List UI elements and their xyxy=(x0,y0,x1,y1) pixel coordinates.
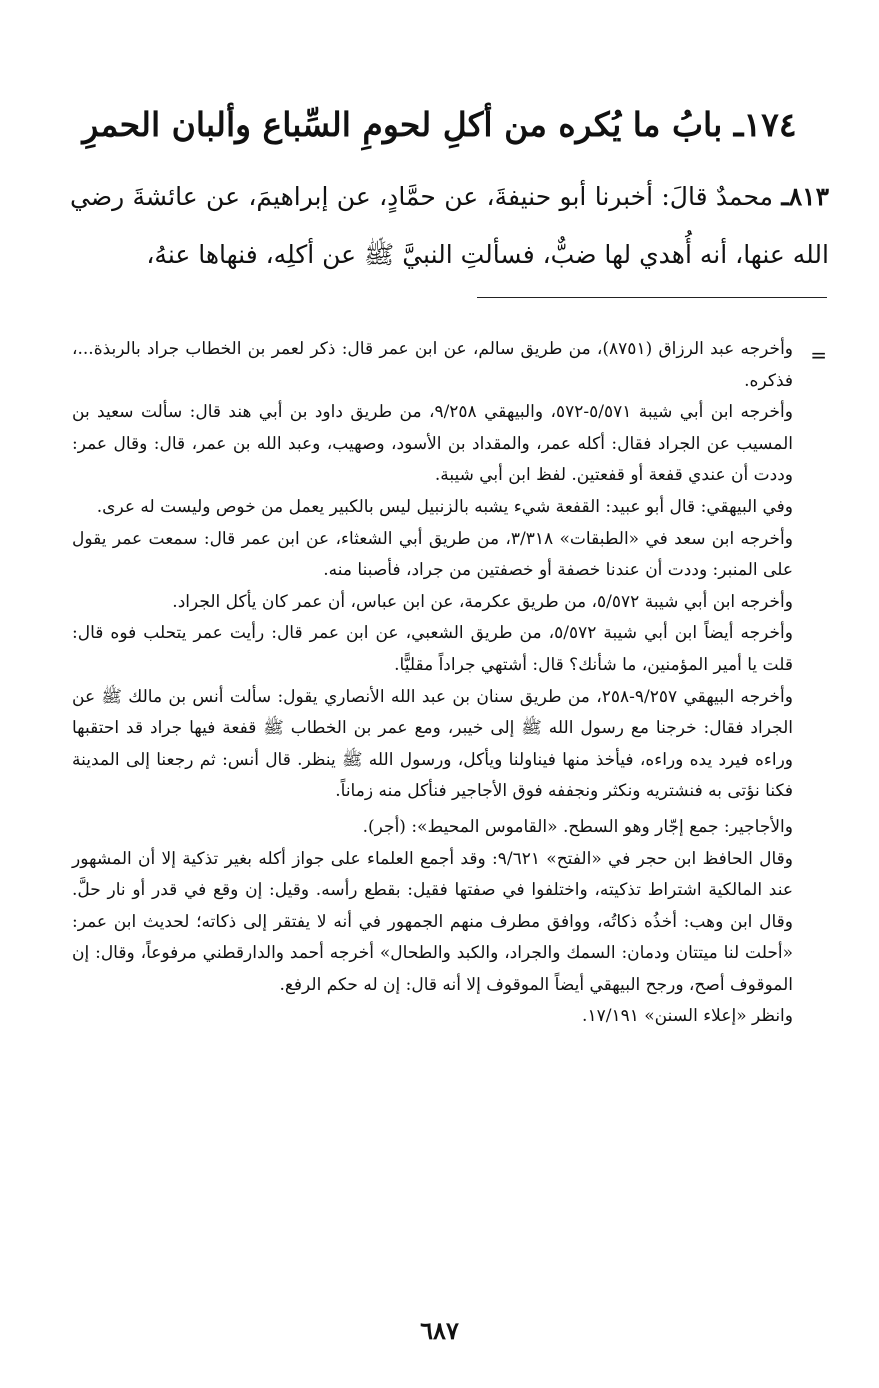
footnote-paragraph: وانظر «إعلاء السنن» ١٧/١٩١. xyxy=(582,1006,793,1027)
footnote-paragraph: وأخرجه ابن أبي شيبة ٥/٥٧٢، من طريق عكرمة، عن ابن عباس، أن عمر كان يأكل الجراد. xyxy=(172,591,793,612)
footnote-paragraph: وأخرجه ابن سعد في «الطبقات» ٣/٣١٨، من طريق أبي الشعثاء، عن ابن عمر قال: سمعت عمر يقول على المنبر: وددت أن عندنا خصفة أو خصفتين من جراد، فأصبنا منه. xyxy=(72,528,793,581)
chapter-title: ١٧٤ـ بابُ ما يُكره من أكلِ لحومِ السِّباع وألبان الحمرِ xyxy=(82,105,797,144)
footnote-paragraph: وفي البيهقي: قال أبو عبيد: القفعة شيء يشبه بالزنبيل ليس بالكبير يعمل من خوص وليست له عرى. xyxy=(96,496,793,517)
footnote-paragraph: والأجاجير: جمع إجّار وهو السطح. «القاموس المحيط»: (أجر). xyxy=(362,816,793,837)
hadith-text: محمدٌ قالَ: أخبرنا أبو حنيفةَ، عن حمَّادٍ، عن إبراهيمَ، عن عائشةَ رضي الله عنها، أنه أُهدي لها ضبٌّ، فسألتِ النبيَّ ﷺ عن أكلِه، فنهاها عنهُ، xyxy=(70,182,829,269)
footnote-separator xyxy=(477,297,827,298)
footnotes xyxy=(72,334,793,1033)
footnote-paragraph: وقال الحافظ ابن حجر في «الفتح» ٩/٦٢١: وقد أجمع العلماء على جواز أكله بغير تذكية إلا أن المشهور عند المالكية اشتراط تذكيته، واختلفوا في صفتها فقيل: بقطع رأسه. وقيل: إن وقع في قدر أو نار حلَّ. وقال ابن وهب: أخذُه ذكاتُه، ووافق مطرف منهم الجمهور في أنه لا يفتقر إلى ذكاته؛ لحديث ابن عمر: «أحلت لنا ميتتان ودمان: السمك والجراد، والكبد والطحال» أخرجه أحمد والدارقطني مرفوعاً، وقال: إن الموقوف أصح، ورجح البيهقي أيضاً الموقوف إلا أنه قال: إن له حكم الرفع. xyxy=(72,848,793,995)
footnote-paragraph: وأخرجه ابن أبي شيبة ٥/٥٧١-٥٧٢، والبيهقي ٩/٢٥٨، من طريق داود بن أبي هند قال: سألت سعيد بن المسيب عن الجراد فقال: أكله عمر، والمقداد بن الأسود، وصهيب، وعبد الله بن عمر، قال: وقال عمر: وددت أن عندي قفعة أو قفعتين. لفظ ابن أبي شيبة. xyxy=(72,402,793,486)
page-number: ٦٨٧ xyxy=(420,1316,459,1345)
footnote-paragraph: وأخرجه البيهقي ٩/٢٥٧-٢٥٨، من طريق سنان بن عبد الله الأنصاري يقول: سألت أنس بن مالك ﷺ عن الجراد فقال: خرجنا مع رسول الله ﷺ إلى خيبر، ومع عمر بن الخطاب ﷺ قفعة فيها جراد قد احتقبها وراءه فيرد يده وراءه، فيأخذ منها فيناولنا ويأكل، ورسول الله ﷺ ينظر. قال أنس: ثم رجعنا إلى المدينة فكنا نؤتى به فنشتريه ونكثر ونجففه فوق الأجاجير فنأكل منه زماناً. xyxy=(72,686,793,802)
footnote-paragraph: وأخرجه أيضاً ابن أبي شيبة ٥/٥٧٢، من طريق الشعبي، عن ابن عمر قال: رأيت عمر يتحلب فوه قال: قلت يا أمير المؤمنين، ما شأنك؟ قال: أشتهي جراداً مقليًّا. xyxy=(72,623,793,675)
footnote-paragraph: وأخرجه عبد الرزاق (٨٧٥١)، من طريق سالم، عن ابن عمر قال: ذكر لعمر بن الخطاب جراد بالربذة...، فذكره. xyxy=(72,339,793,391)
hadith-number: ٨١٣ـ xyxy=(781,182,830,211)
footnote-continuation-marker: = xyxy=(810,343,827,367)
hadith-text-block xyxy=(70,168,829,284)
